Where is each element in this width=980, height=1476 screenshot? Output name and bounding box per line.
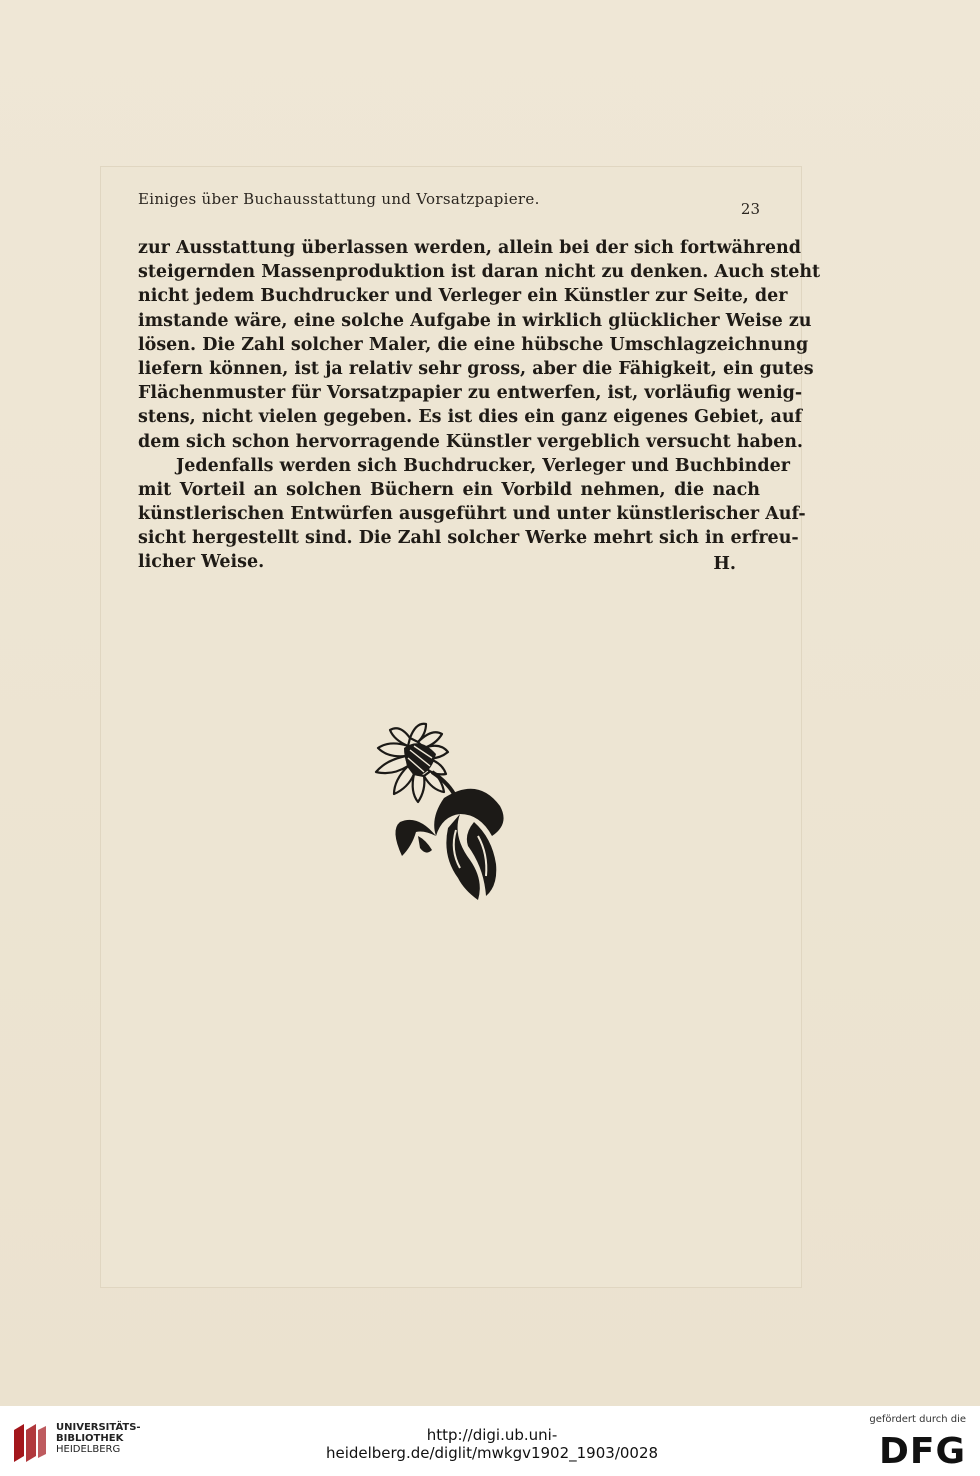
body-text [138,236,821,575]
library-name [56,1422,141,1455]
text-line: dem sich schon hervorragende Künstler vergeblich versucht haben. [138,431,804,452]
text-line: zur Ausstattung überlassen werden, allein bei der sich fortwährend [138,238,801,258]
running-head-title: Einiges über Buchausstattung und Vorsatzpapiere. [138,190,540,208]
text-line: mit Vorteil an solchen Büchern ein Vorbild nehmen, die nach [138,479,760,500]
library-logo-icon [10,1420,50,1464]
text-line: imstande wäre, eine solche Aufgabe in wirklich glücklicher Weise zu [138,310,812,331]
author-signature: H. [713,554,736,575]
funded-by-label: gefördert durch die [869,1414,966,1425]
text-line: stens, nicht vielen gegeben. Es ist dies ein ganz eigenes Gebiet, auf [138,407,803,428]
text-line: Jedenfalls werden sich Buchdrucker, Verleger und Buchbinder [176,455,790,476]
dfg-logo: DFG [878,1431,966,1472]
library-name-line: UNIVERSITÄTS- [56,1422,141,1433]
footer-bar [0,1406,980,1476]
source-url-link[interactable]: http://digi.ub.uni-heidelberg.de/diglit/mwkgv1902_1903/0028 [325,1426,659,1462]
closing-line-row [138,550,760,574]
running-head [138,190,760,220]
flower-ribbon-ornament-icon [360,718,530,908]
text-line: liefern können, ist ja relativ sehr gross, aber die Fähigkeit, ein gutes [138,358,814,379]
text-line: nicht jedem Buchdrucker und Verleger ein Künstler zur Seite, der [138,286,788,307]
text-line: künstlerischen Entwürfen ausgeführt und unter künstlerischer Auf- [138,504,806,525]
page-number: 23 [740,200,760,218]
library-name-line: BIBLIOTHEK [56,1433,124,1444]
text-line: sicht hergestellt sind. Die Zahl solcher Werke mehrt sich in erfreu- [138,528,799,549]
text-line: Flächenmuster für Vorsatzpapier zu entwerfen, ist, vorläufig wenig- [138,383,803,404]
library-name-line: HEIDELBERG [56,1444,121,1455]
text-line: licher Weise. [138,552,265,573]
text-line: steigernden Massenproduktion ist daran nicht zu denken. Auch steht [138,262,821,283]
text-line: lösen. Die Zahl solcher Maler, die eine hübsche Umschlagzeichnung [138,334,809,355]
